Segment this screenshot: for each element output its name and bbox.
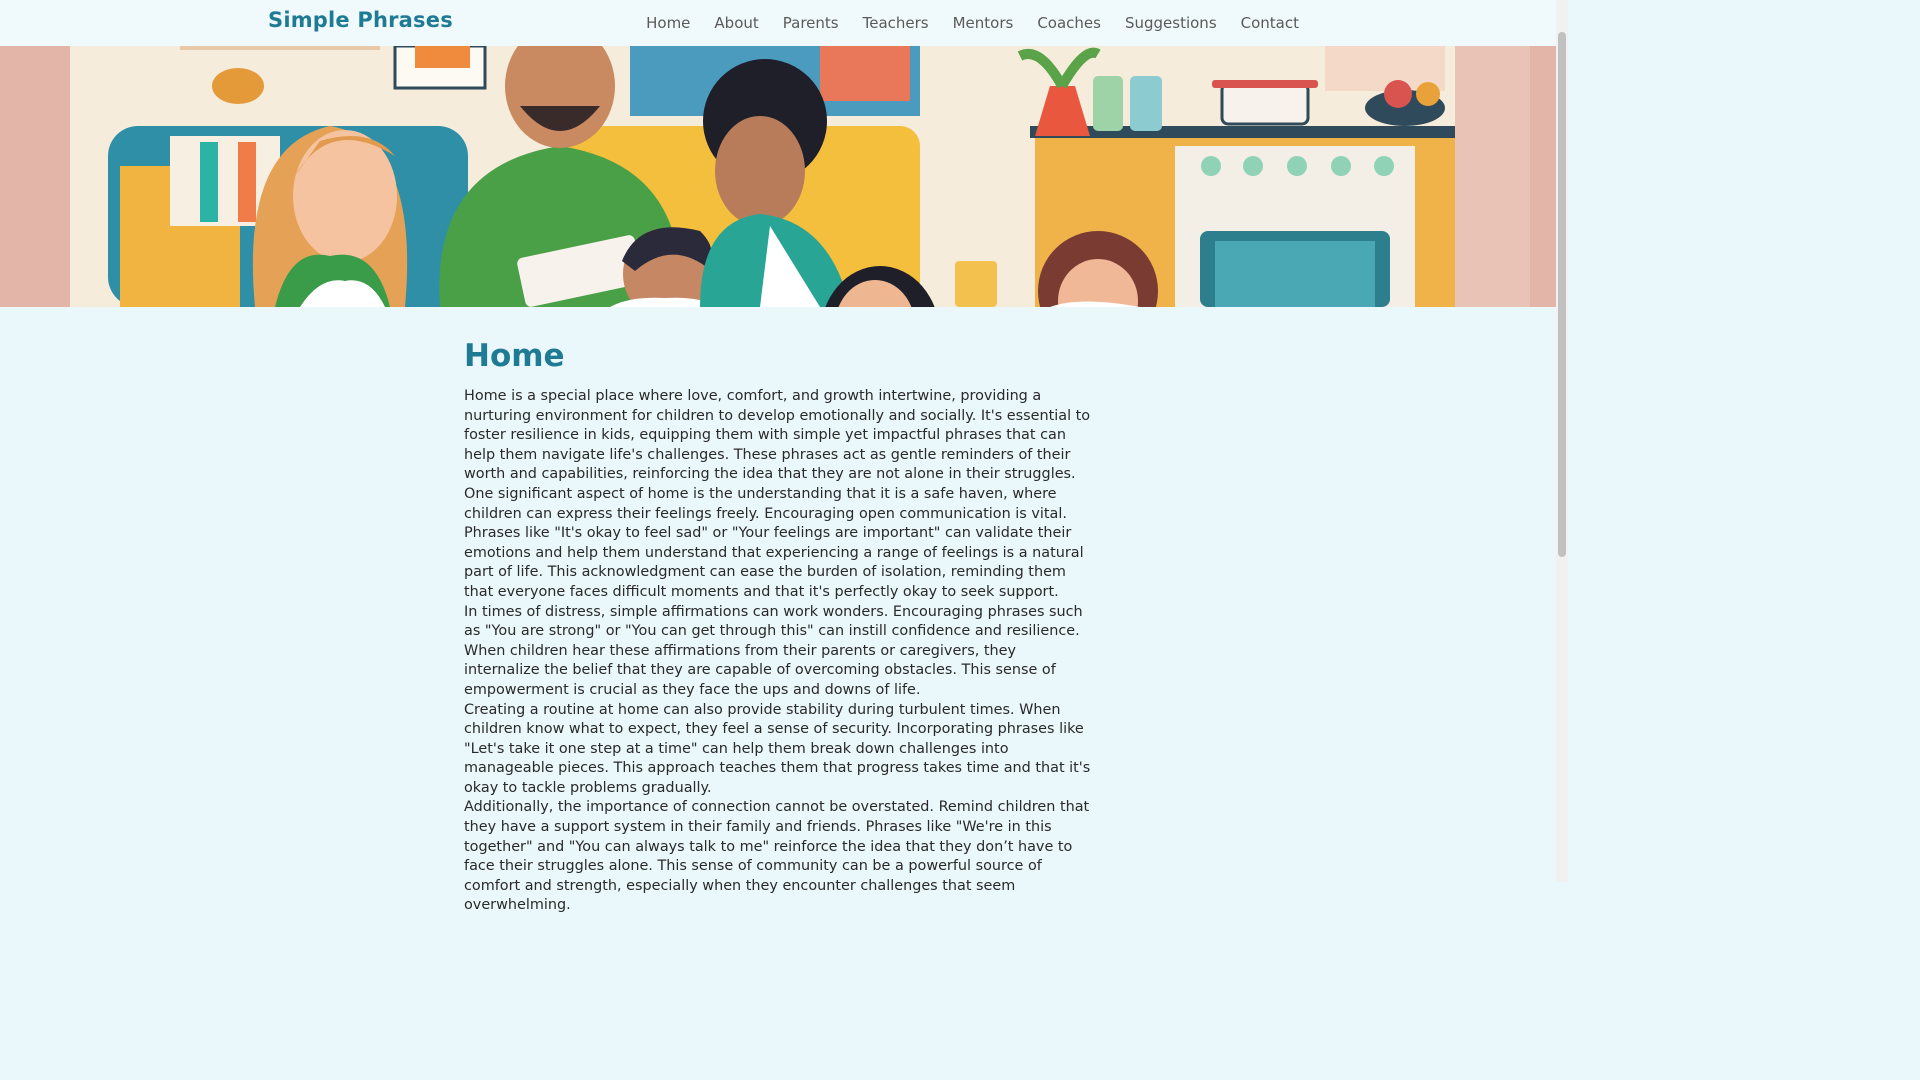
paragraph: Additionally, the importance of connection cannot be overstated. Remind children that they have a support system in their family and friends. Phrases like "We're in this together" and "You can always talk to me" reinforce the idea that they don’t have to face their struggles alone. This sense of community can be a powerful source of comfort and strength, especially when they encounter challenges that seem overwhelming.: [464, 799, 1090, 914]
nav-item-about[interactable]: About: [714, 14, 759, 32]
paragraph: Home is a special place where love, comfort, and growth intertwine, providing a nurturing environment for children to develop emotionally and socially. It's essential to foster resilience in kids, equipping them with simple yet impactful phrases that can help them navigate life's challenges. These phrases act as gentle reminders of their worth and capabilities, reinforcing the idea that they are not alone in their struggles.: [464, 388, 1091, 483]
nav-item-mentors[interactable]: Mentors: [952, 14, 1014, 32]
family-illustration: [0, 46, 1556, 307]
brand-logo-link[interactable]: Simple Phrases: [268, 8, 453, 32]
nav-item-suggestions[interactable]: Suggestions: [1124, 14, 1217, 32]
paragraph: One significant aspect of home is the understanding that it is a safe haven, where children can express their feelings freely. Encouraging open communication is vital. Phrases like "It's okay to feel sad" or "Your feelings are important" can validate their emotions and help them understand that experiencing a range of feelings is a natural part of life. This acknowledgment can ease the burden of isolation, reminding them that everyone faces difficult moments and that it's perfectly okay to seek support.: [464, 485, 1084, 600]
nav-links: [622, 0, 1299, 46]
nav-item-home[interactable]: Home: [646, 14, 691, 32]
paragraph: Creating a routine at home can also provide stability during turbulent times. When children know what to expect, they feel a sense of security. Incorporating phrases like "Let's take it one step at a time" can help them break down challenges into manageable pieces. This approach teaches them that progress takes time and that it's okay to tackle problems gradually.: [464, 701, 1091, 796]
nav-item-contact[interactable]: Contact: [1240, 14, 1299, 32]
nav-item-coaches[interactable]: Coaches: [1037, 14, 1101, 32]
page-scrollbar[interactable]: [1556, 0, 1568, 882]
paragraph: In times of distress, simple affirmations can work wonders. Encouraging phrases such as "You are strong" or "You can get through this" can instill confidence and resilience. When children hear these affirmations from their parents or caregivers, they internalize the belief that they are capable of overcoming obstacles. This sense of empowerment is crucial as they face the ups and downs of life.: [464, 603, 1083, 698]
main-content: [464, 338, 1094, 916]
page-title: Home: [464, 338, 565, 374]
scrollbar-thumb[interactable]: [1558, 32, 1566, 557]
nav-item-teachers[interactable]: Teachers: [862, 14, 929, 32]
hero-banner-image: [0, 46, 1556, 307]
nav-item-parents[interactable]: Parents: [782, 14, 839, 32]
top-navbar: [0, 0, 1556, 46]
